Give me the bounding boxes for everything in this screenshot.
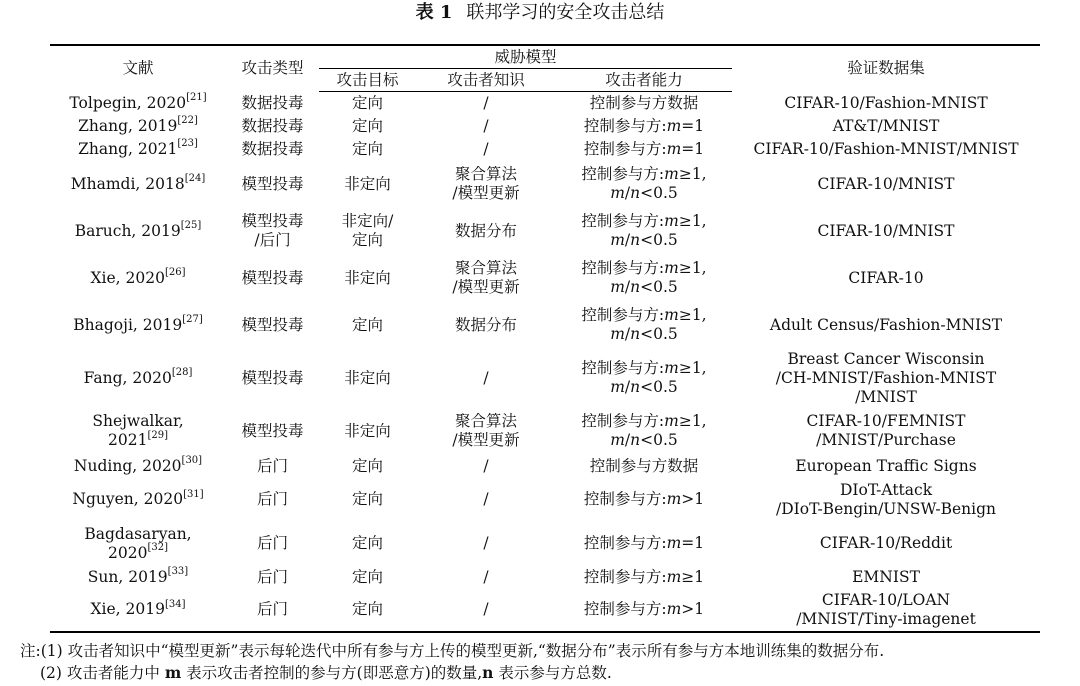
dataset-cell: European Traffic Signs xyxy=(795,456,977,475)
attack-type-cell: 模型投毒 xyxy=(241,421,304,440)
table-caption xyxy=(0,2,1080,24)
ref-cell: Xie, 2019[34] xyxy=(50,589,226,632)
citation: [25] xyxy=(180,220,202,232)
target-cell: 定向 xyxy=(351,139,383,158)
target-cell: 定向 xyxy=(351,116,383,135)
table-row xyxy=(50,589,1040,632)
note-2: (2) 攻击者能力中 m 表示攻击者控制的参与方(即恶意方)的数量,n 表示参与方总数. xyxy=(40,663,612,682)
table-row xyxy=(50,522,1040,566)
ref-cell: Zhang, 2019[22] xyxy=(78,115,198,135)
target-cell: 非定向 xyxy=(344,174,391,193)
ability-cell: 控制参与方:m=1 xyxy=(583,534,705,552)
table-container xyxy=(50,44,1040,633)
table-body xyxy=(50,92,1040,632)
knowledge-cell: 聚合算法 /模型更新 xyxy=(452,165,520,202)
ability-cell: 控制参与方:m>1 xyxy=(556,589,732,632)
citation: [34] xyxy=(164,598,186,610)
header-attack-type: 攻击类型 xyxy=(226,45,319,92)
dataset-cell: CIFAR-10 xyxy=(848,268,924,287)
knowledge-cell: 聚合算法 /模型更新 xyxy=(452,412,520,449)
target-cell: 定向 xyxy=(351,456,383,475)
target-cell: 定向 xyxy=(351,534,383,552)
attack-type-cell: 数据投毒 xyxy=(241,116,304,135)
ref-cell: Sun, 2019[33] xyxy=(87,566,189,586)
target-cell: 非定向 xyxy=(344,368,391,387)
dataset-cell: CIFAR-10/Fashion-MNIST/MNIST xyxy=(753,139,1019,158)
citation: [22] xyxy=(177,115,198,127)
table-row xyxy=(50,161,1040,208)
dataset-cell: EMNIST xyxy=(852,567,920,586)
target-cell: 定向 xyxy=(351,93,383,112)
knowledge-cell: / xyxy=(483,456,489,475)
attack-type-cell: 后门 xyxy=(256,567,288,586)
citation: [29] xyxy=(147,429,168,441)
header-knowledge: 攻击者知识 xyxy=(416,69,556,92)
ability-cell: 控制参与方:m=1 xyxy=(583,139,705,158)
header-threat-model: 威胁模型 xyxy=(319,45,732,69)
ability-cell: 控制参与方:m=1 xyxy=(583,116,705,135)
citation: [23] xyxy=(177,138,198,150)
table-row xyxy=(50,478,1040,522)
note-1: 注:(1) 攻击者知识中“模型更新”表示每轮迭代中所有参与方上传的模型更新,“数据分布”表示所有参与方本地训练集的数据分布. xyxy=(20,642,885,660)
table-number: 表 1 xyxy=(415,2,453,23)
attack-type-cell: 模型投毒 xyxy=(241,315,304,334)
attack-type-cell: 数据投毒 xyxy=(241,139,304,158)
header-dataset: 验证数据集 xyxy=(732,45,1040,92)
ref-cell: Shejwalkar, 2021[29] xyxy=(92,412,184,449)
table-row xyxy=(50,455,1040,478)
dataset-cell: AT&T/MNIST xyxy=(832,116,940,135)
ability-cell: 控制参与方数据 xyxy=(589,93,699,112)
table-row xyxy=(50,566,1040,589)
target-cell: 定向 xyxy=(351,315,383,334)
table-row xyxy=(50,92,1040,115)
ability-cell: 控制参与方:m>1 xyxy=(583,490,705,508)
table-row xyxy=(50,255,1040,302)
attack-type-cell: 后门 xyxy=(256,456,288,475)
attack-type-cell: 数据投毒 xyxy=(241,93,304,112)
header-ref: 文献 xyxy=(50,45,226,92)
ref-cell: Zhang, 2021[23] xyxy=(78,138,198,158)
table-row xyxy=(50,349,1040,408)
knowledge-cell: / xyxy=(483,567,489,586)
attack-type-cell: 模型投毒 xyxy=(241,174,304,193)
dataset-cell: CIFAR-10/LOAN /MNIST/Tiny-imagenet xyxy=(732,589,1040,632)
ability-cell: 控制参与方:m≥1, m/n<0.5 xyxy=(581,306,707,343)
table-row xyxy=(50,138,1040,161)
dataset-cell: Adult Census/Fashion-MNIST xyxy=(769,315,1003,334)
citation: [32] xyxy=(147,542,168,554)
target-cell: 非定向 xyxy=(344,421,391,440)
ref-cell: Mhamdi, 2018[24] xyxy=(70,173,206,193)
attack-summary-table xyxy=(50,44,1040,633)
citation: [28] xyxy=(171,367,193,379)
ref-cell: Xie, 2020[26] xyxy=(90,267,186,287)
citation: [30] xyxy=(181,455,203,467)
knowledge-cell: 聚合算法 /模型更新 xyxy=(452,259,520,296)
target-cell: 定向 xyxy=(351,490,383,508)
dataset-cell: CIFAR-10/Fashion-MNIST xyxy=(784,93,988,112)
dataset-cell: CIFAR-10/MNIST xyxy=(817,174,955,193)
ref-cell: Fang, 2020[28] xyxy=(83,367,193,387)
target-cell: 非定向 xyxy=(344,268,391,287)
knowledge-cell: 数据分布 xyxy=(454,315,517,334)
attack-type-cell: 模型投毒 xyxy=(241,368,304,387)
ability-cell: 控制参与方:m≥1, m/n<0.5 xyxy=(581,165,707,202)
knowledge-cell: / xyxy=(416,589,556,632)
knowledge-cell: / xyxy=(483,139,489,158)
attack-type-cell: 模型投毒 /后门 xyxy=(241,212,304,249)
ref-cell: Baruch, 2019[25] xyxy=(74,220,202,240)
attack-type-cell: 模型投毒 xyxy=(241,268,304,287)
ability-cell: 控制参与方:m≥1, m/n<0.5 xyxy=(581,412,707,449)
table-notes xyxy=(20,640,1070,684)
dataset-cell: CIFAR-10/FEMNIST /MNIST/Purchase xyxy=(806,412,966,449)
dataset-cell: Breast Cancer Wisconsin /CH-MNIST/Fashion-MNIST /MNIST xyxy=(775,349,997,406)
dataset-cell: CIFAR-10/MNIST xyxy=(817,221,955,240)
table-row xyxy=(50,115,1040,138)
ref-cell: Nguyen, 2020[31] xyxy=(72,488,204,508)
header-ability: 攻击者能力 xyxy=(556,69,732,92)
header-target: 攻击目标 xyxy=(319,69,416,92)
attack-type-cell: 后门 xyxy=(256,490,288,508)
ability-cell: 控制参与方数据 xyxy=(589,456,699,475)
ref-cell: Bagdasaryan, 2020[32] xyxy=(84,524,192,562)
target-cell: 非定向/ 定向 xyxy=(341,212,394,249)
ability-cell: 控制参与方:m≥1, m/n<0.5 xyxy=(581,359,707,396)
ability-cell: 控制参与方:m≥1, m/n<0.5 xyxy=(581,212,707,249)
dataset-cell: CIFAR-10/Reddit xyxy=(819,534,953,552)
ability-cell: 控制参与方:m≥1, m/n<0.5 xyxy=(581,259,707,296)
knowledge-cell: / xyxy=(483,368,489,387)
dataset-cell: DIoT-Attack /DIoT-Bengin/UNSW-Benign xyxy=(776,480,997,518)
ref-cell: Bhagoji, 2019[27] xyxy=(73,314,203,334)
citation: [26] xyxy=(164,267,186,279)
attack-type-cell: 后门 xyxy=(256,534,288,552)
citation: [24] xyxy=(184,173,206,185)
target-cell: 定向 xyxy=(319,589,416,632)
knowledge-cell: / xyxy=(483,93,489,112)
ability-cell: 控制参与方:m≥1 xyxy=(583,567,705,586)
ref-cell: Tolpegin, 2020[21] xyxy=(69,92,207,112)
knowledge-cell: / xyxy=(483,490,489,508)
knowledge-cell: / xyxy=(483,116,489,135)
ref-cell: Nuding, 2020[30] xyxy=(73,455,203,475)
citation: [21] xyxy=(186,92,207,104)
citation: [33] xyxy=(167,566,189,578)
knowledge-cell: / xyxy=(483,534,489,552)
knowledge-cell: 数据分布 xyxy=(454,221,517,240)
table-row xyxy=(50,408,1040,455)
attack-type-cell: 后门 xyxy=(226,589,319,632)
citation: [31] xyxy=(183,488,204,500)
table-title: 联邦学习的安全攻击总结 xyxy=(466,2,665,23)
citation: [27] xyxy=(182,314,203,326)
target-cell: 定向 xyxy=(351,567,383,586)
table-row xyxy=(50,208,1040,255)
table-row xyxy=(50,302,1040,349)
